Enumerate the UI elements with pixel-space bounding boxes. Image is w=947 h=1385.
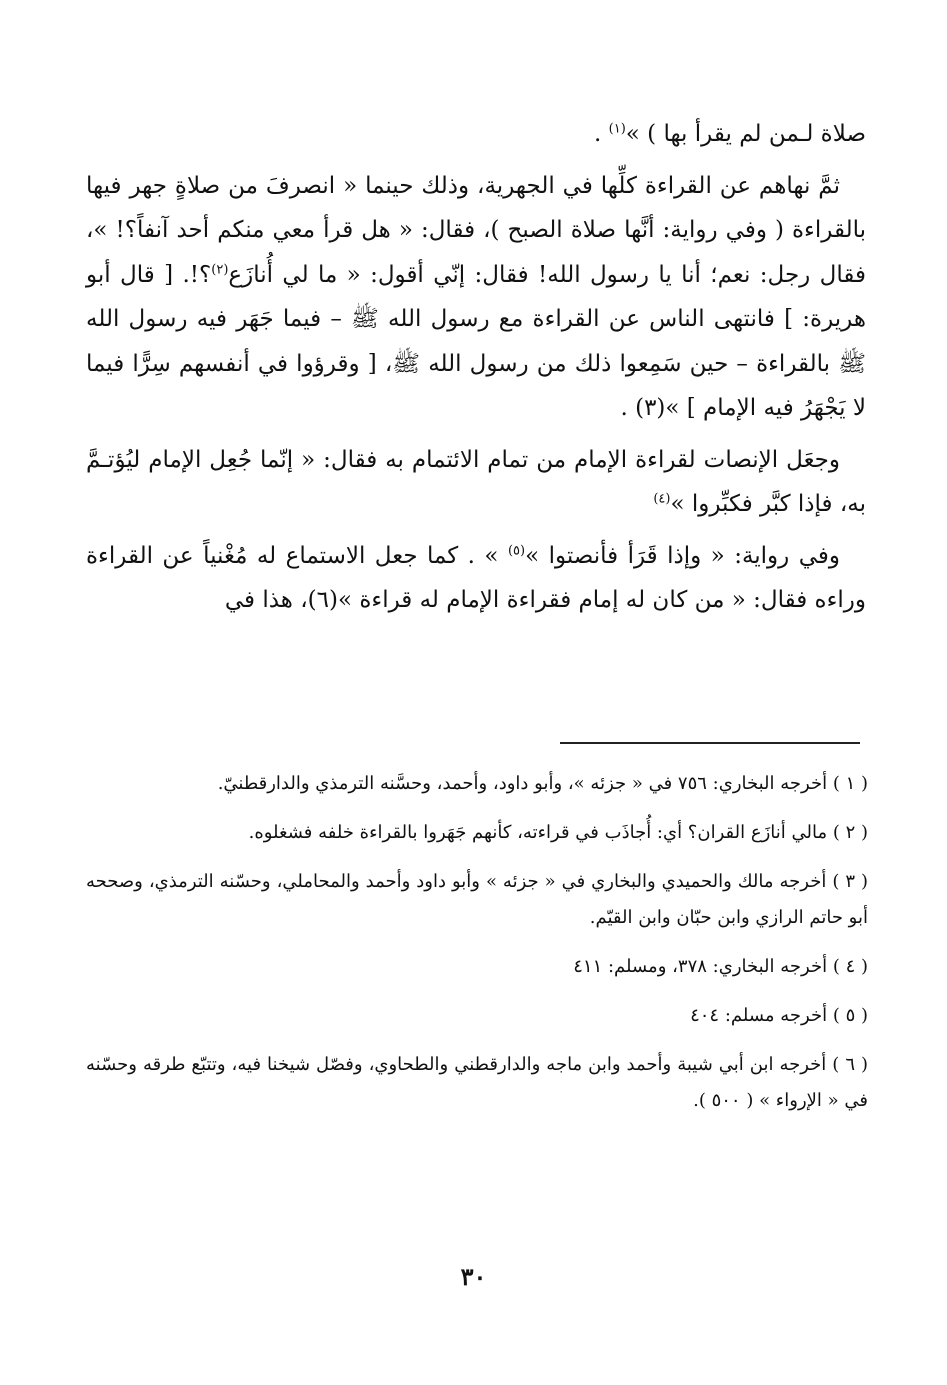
paragraph-text: وفي رواية: « وإذا قَرَأ فأنصتوا » [525,542,840,569]
footnote-text: أخرجه البخاري: ٧٥٦ في « جزئه »، وأبو داود، وأحمد، وحسَّنه الترمذي والدارقطنيّ. [217,773,828,794]
footnote-5 [86,998,868,1034]
footnote-3 [86,864,868,936]
footnote-ref-5: (٥) [507,542,526,558]
paragraph-1 [86,112,866,157]
footnotes [86,766,868,1132]
footnote-2 [86,815,868,851]
page-number: ٣٠ [460,1262,487,1291]
footnote-ref-2: (٢) [211,261,229,277]
footnote-1 [86,766,868,802]
paragraph-text-tail: » . كما جعل الاستماع له مُغْنياً عن القراءة وراءه فقال: « من كان له إمام فقراءة الإمام له قراءة »(٦)، هذا في [86,542,866,613]
paragraph-text-tail: . [594,121,609,147]
paragraph-text: ثمَّ نهاهم عن القراءة كلِّها في الجهرية، وذلك حينما « انصرفَ من صلاةٍ جهر فيها بالقراءة ( وفي رواية: أنَّها صلاة الصبح )، فقال: « هل قرأ معي منكم أحد آنفاً؟! »، فقال رجل: نعم؛ أنا يا رسول الله! فقال: إنّي أقول: « ما لي أُنازَع [86,172,866,288]
footnote-6 [86,1047,868,1119]
paragraph-text: صلاة لـمن لم يقرأ بها ) » [625,121,866,147]
footnote-number: ( ٣ ) [832,871,868,892]
main-text [86,112,866,630]
footnote-number: ( ٦ ) [832,1054,868,1075]
footnote-text: أخرجه مالك والحميدي والبخاري في « جزئه » وأبو داود وأحمد والمحاملي، وحسّنه الترمذي، وصححه أبو حاتم الرازي وابن حبّان وابن القيّم. [86,871,868,928]
paragraph-3 [86,438,866,527]
footnote-ref-1: (١) [608,121,626,137]
footnote-ref-4: (٤) [653,491,671,507]
paragraph-text: وجعَل الإنصات لقراءة الإمام من تمام الائتمام به فقال: « إنّما جُعِل الإمام ليُؤتـمَّ به، فإذا كبَّر فكبِّروا » [86,446,866,517]
paragraph-4 [86,534,866,623]
footnote-text: مالي أنازَع القران؟ أي: أُجاذَب في قراءته، كأنهم جَهَروا بالقراءة خلفه فشغلوه. [248,822,828,843]
footnote-number: ( ٢ ) [832,822,868,843]
footnote-number: ( ٥ ) [832,1005,868,1026]
footnote-number: ( ١ ) [832,773,868,794]
footnote-text: أخرجه البخاري: ٣٧٨، ومسلم: ٤١١ [573,956,828,977]
paragraph-2 [86,164,866,431]
footnote-text: أخرجه ابن أبي شيبة وأحمد وابن ماجه والدارقطني والطحاوي، وفصّل شيخنا فيه، وتتبّع طرقه وحسّنه في « الإرواء » ( ٥٠٠ ). [86,1054,868,1111]
paragraph-text-tail: ؟!. [ قال أبو هريرة: ] فانتهى الناس عن القراءة مع رسول الله ﷺ – فيما جَهَر فيه رسول الله ﷺ بالقراءة – حين سَمِعوا ذلك من رسول الله ﷺ، [ وقرؤوا في أنفسهم سِرًّا فيما لا يَجْهَرُ فيه الإمام ] »(٣) . [86,261,866,421]
footnote-text: أخرجه مسلم: ٤٠٤ [690,1005,828,1026]
footnote-separator [560,742,860,744]
footnote-4 [86,949,868,985]
footnote-number: ( ٤ ) [832,956,868,977]
